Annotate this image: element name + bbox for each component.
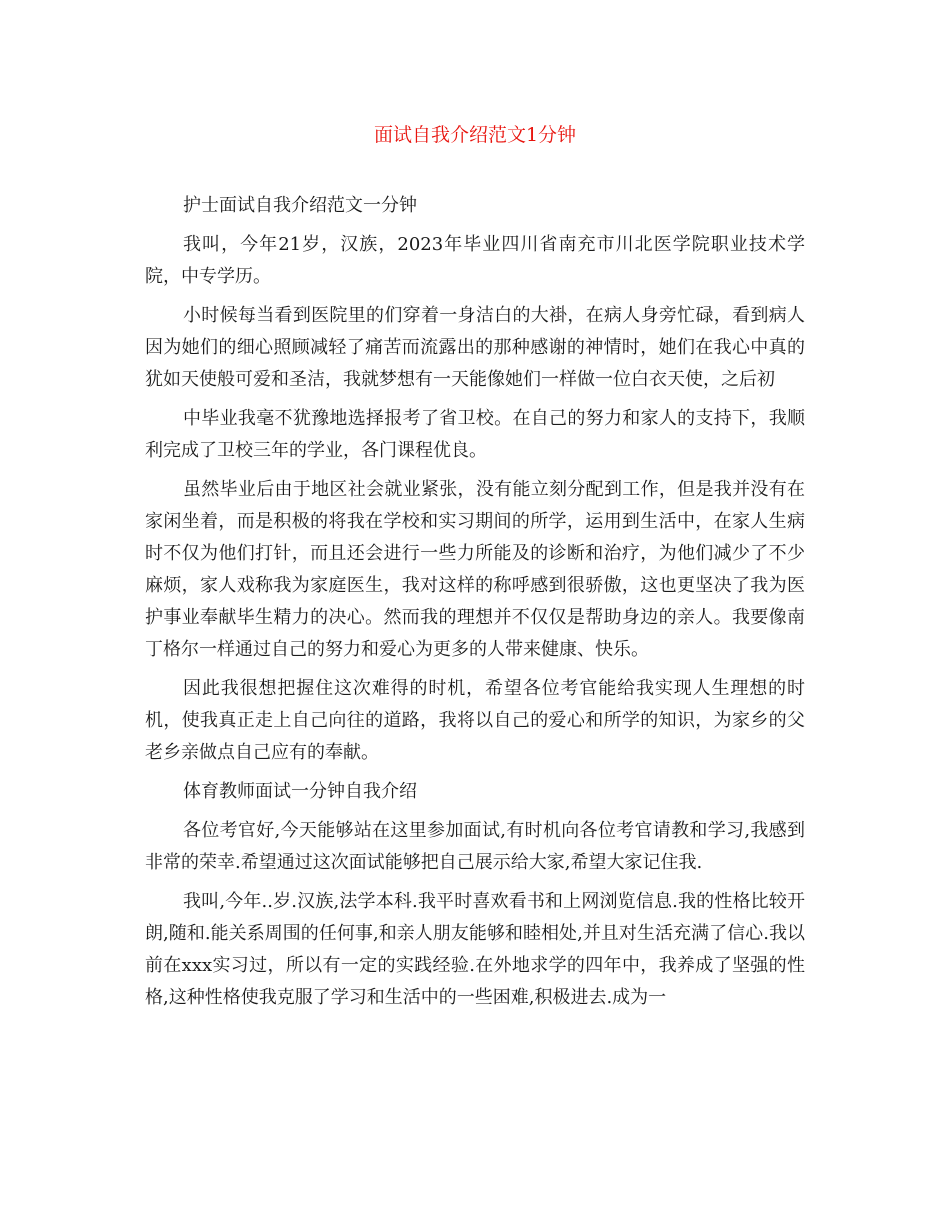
paragraph-nurse-intro: 我叫，今年21岁，汉族，2023年毕业四川省南充市川北医学院职业技术学院，中专学历。 — [145, 234, 805, 287]
paragraph-nurse-childhood: 小时候每当看到医院里的们穿着一身洁白的大褂，在病人身旁忙碌，看到病人因为她们的细心照顾减轻了痛苦而流露出的那种感谢的神情时，她们在我心中真的犹如天使般可爱和圣洁，我就梦想有一天能像她们一样做一位白衣天使，之后初 — [145, 305, 805, 390]
document-title: 面试自我介绍范文1分钟 — [373, 124, 577, 146]
paragraph-nurse-after-graduation: 虽然毕业后由于地区社会就业紧张，没有能立刻分配到工作，但是我并没有在家闲坐着，而是积极的将我在学校和实习期间的所学，运用到生活中，在家人生病时不仅为他们打针，而且还会进行一些力所能及的诊断和治疗，为他们减少了不少麻烦，家人戏称我为家庭医生，我对这样的称呼感到很骄傲，这也更坚决了我为医护事业奉献毕生精力的决心。然而我的理想并不仅仅是帮助身边的亲人。我要像南丁格尔一样通过自己的努力和爱心为更多的人带来健康、快乐。 — [145, 479, 805, 660]
paragraph-nurse-heading: 护士面试自我介绍范文一分钟 — [183, 195, 417, 216]
paragraph-pe-teacher-heading: 体育教师面试一分钟自我介绍 — [183, 781, 417, 802]
paragraph-pe-teacher-greeting: 各位考官好,今天能够站在这里参加面试,有时机向各位考官请教和学习,我感到非常的荣幸.希望通过这次面试能够把自己展示给大家,希望大家记住我. — [145, 820, 805, 873]
paragraph-nurse-school: 中毕业我毫不犹豫地选择报考了省卫校。在自己的努力和家人的支持下，我顺利完成了卫校三年的学业，各门课程优良。 — [145, 408, 805, 461]
paragraph-pe-teacher-intro: 我叫,今年..岁.汉族,法学本科.我平时喜欢看书和上网浏览信息.我的性格比较开朗,随和.能关系周围的任何事,和亲人朋友能够和睦相处,并且对生活充满了信心.我以前在xxx实习过，所以有一定的实践经验.在外地求学的四年中，我养成了坚强的性格,这种性格使我克服了学习和生活中的一些困难,积极进去.成为一 — [145, 891, 805, 1008]
paragraph-nurse-closing: 因此我很想把握住这次难得的时机，希望各位考官能给我实现人生理想的时机，使我真正走上自己向往的道路，我将以自己的爱心和所学的知识，为家乡的父老乡亲做点自己应有的奉献。 — [145, 678, 805, 763]
document-page — [145, 120, 805, 1021]
